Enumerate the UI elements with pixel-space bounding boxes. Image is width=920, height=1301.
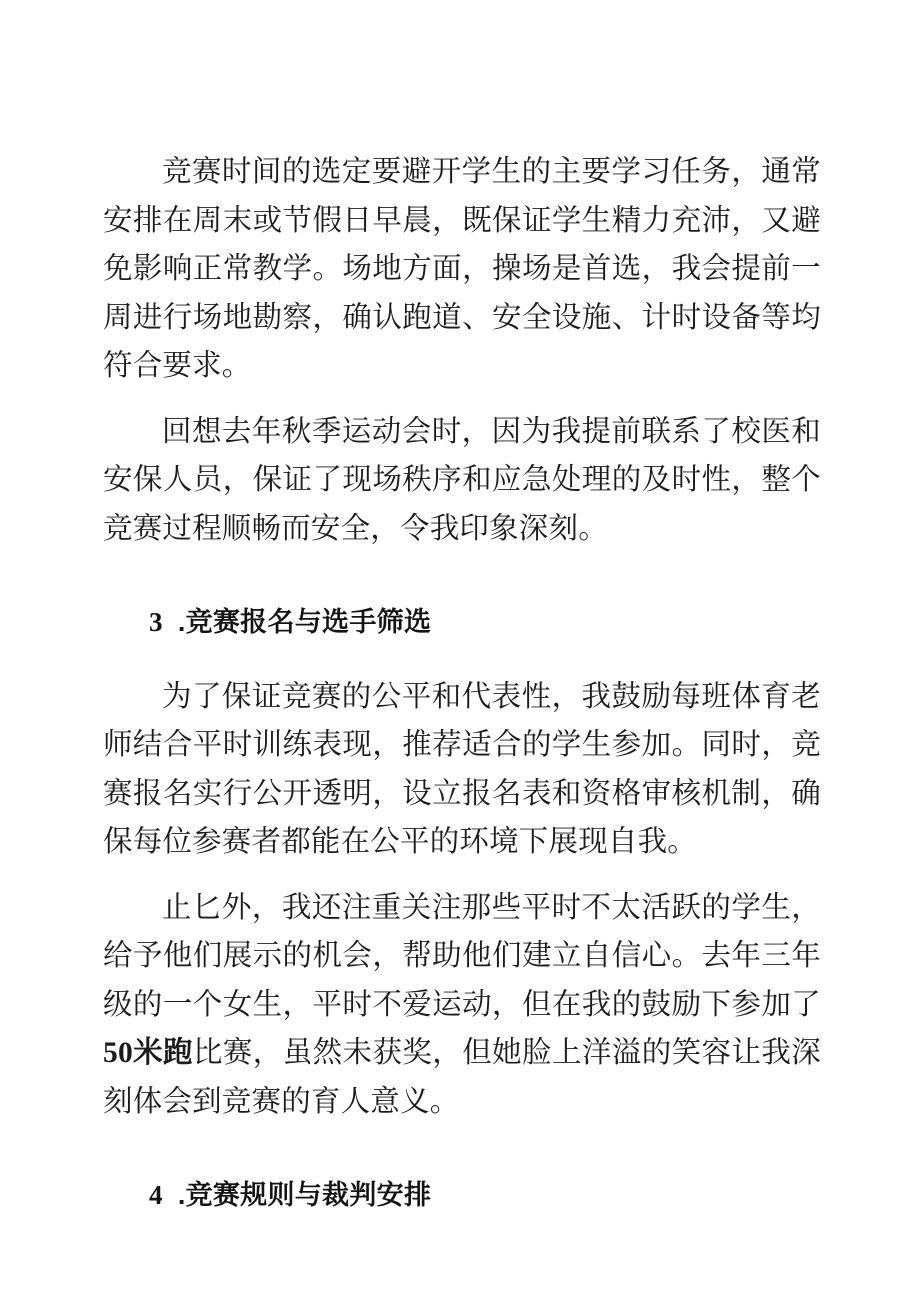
heading-3-title: 竞赛报名与选手筛选: [185, 607, 432, 637]
heading-section-4: [103, 1171, 821, 1220]
paragraph-p4-segment-1: 止匕外，我还注重关注那些平时不太活跃的学生，给予他们展示的机会，帮助他们建立自信心。去年三年级的一个女生，平时不爱运动，但在我的鼓励下参加了: [103, 891, 821, 1021]
paragraph-p4-bold-50m-run: 50米跑: [103, 1037, 193, 1069]
paragraph-competition-schedule: 竞赛时间的选定要避开学生的主要学习任务，通常安排在周末或节假日早晨，既保证学生精力充沛，又避免影响正常教学。场地方面，操场是首选，我会提前一周进行场地勘察，确认跑道、安全设施、计时设备等均符合要求。: [103, 156, 821, 382]
document-body: [103, 148, 821, 1220]
paragraph-p4-segment-3: 比赛，虽然未获奖，但她脸上洋溢的笑容让我深刻体会到竞赛的育人意义。: [103, 1037, 821, 1118]
spacer-before-heading-3: [103, 570, 821, 598]
paragraph-inactive-students-story: [103, 884, 821, 1127]
spacer-before-heading-4: [103, 1143, 821, 1171]
heading-4-number: 4: [149, 1180, 163, 1210]
heading-4-title: 竞赛规则与裁判安排: [185, 1180, 432, 1210]
heading-3-separator: .: [177, 607, 186, 637]
heading-4-separator: .: [177, 1180, 186, 1210]
spacer-after-heading-3: [103, 647, 821, 673]
paragraph-autumn-sports-meet-recollection: 回想去年秋季运动会时，因为我提前联系了校医和安保人员，保证了现场秩序和应急处理的及时性，整个竞赛过程顺畅而安全，令我印象深刻。: [103, 415, 821, 545]
heading-3-number: 3: [149, 607, 163, 637]
heading-section-3: [103, 598, 821, 647]
paragraph-registration-fairness: 为了保证竞赛的公平和代表性，我鼓励每班体育老师结合平时训练表现，推荐适合的学生参加。同时，竞赛报名实行公开透明，设立报名表和资格审核机制，确保每位参赛者都能在公平的环境下展现自我。: [103, 680, 821, 858]
